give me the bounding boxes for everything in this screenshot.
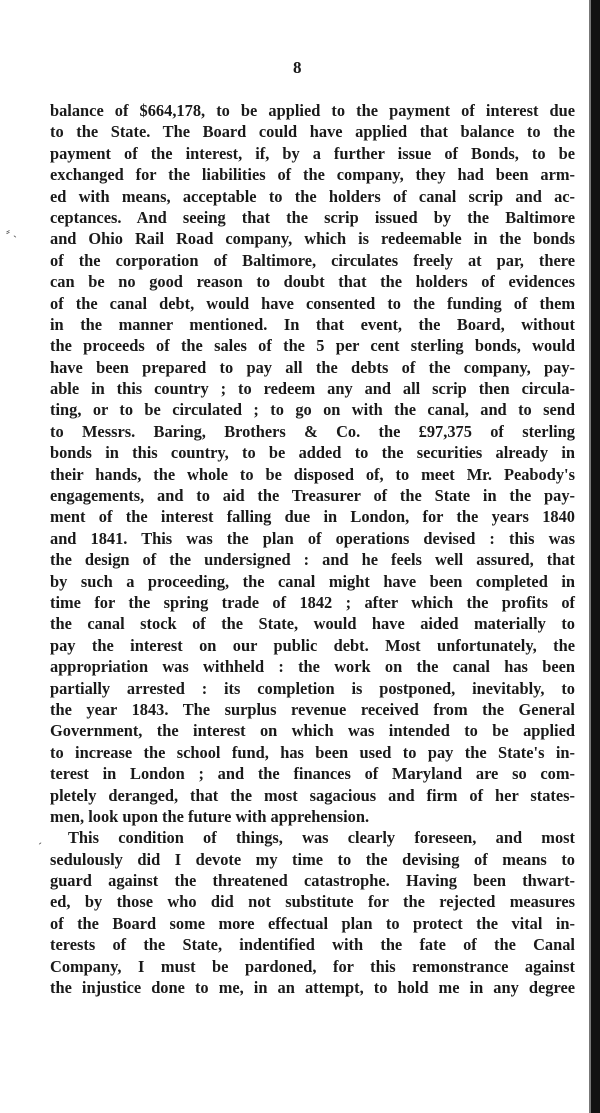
text-line: guard against the threatened catastrophe. Having been thwart- xyxy=(50,871,575,891)
text-line: the year 1843. The surplus revenue received from the General xyxy=(50,699,575,719)
text-line: payment of the interest, if, by a further issue of Bonds, to be xyxy=(50,143,575,163)
text-line: Government, the interest on which was intended to be applied xyxy=(50,721,575,741)
text-line: to the State. The Board could have applied that balance to the xyxy=(50,122,575,142)
text-line: Company, I must be pardoned, for this remonstrance against xyxy=(50,956,575,976)
text-line: the canal stock of the State, would have aided materially to xyxy=(50,614,575,634)
text-line: partially arrested : its completion is postponed, inevitably, to xyxy=(50,678,575,698)
text-line: exchanged for the liabilities of the company, they had been arm- xyxy=(50,165,575,185)
text-line: engagements, and to aid the Treasurer of the State in the pay- xyxy=(50,486,575,506)
text-line: in the manner mentioned. In that event, the Board, without xyxy=(50,314,575,334)
text-line: ting, or to be circulated ; to go on with the canal, and to send xyxy=(50,400,575,420)
text-line: have been prepared to pay all the debts of the company, pay- xyxy=(50,357,575,377)
text-line: pay the interest on our public debt. Most unfortunately, the xyxy=(50,635,575,655)
scan-edge xyxy=(591,0,600,1113)
text-line: men, look upon the future with apprehension. xyxy=(50,806,370,826)
text-line: the design of the undersigned : and he feels well assured, that xyxy=(50,550,575,570)
document-body xyxy=(50,100,575,998)
text-line: sedulously did I devote my time to the devising of means to xyxy=(50,849,575,869)
text-line: the injustice done to me, in an attempt, to hold me in any degree xyxy=(50,978,575,998)
text-line: and Ohio Rail Road company, which is redeemable in the bonds xyxy=(50,229,575,249)
text-line: the proceeds of the sales of the 5 per cent sterling bonds, would xyxy=(50,336,575,356)
text-line: to Messrs. Baring, Brothers & Co. the £97,375 of sterling xyxy=(50,421,575,441)
margin-mark: ⸗ ˏ xyxy=(6,224,17,238)
text-line: to increase the school fund, has been used to pay the State's in- xyxy=(50,742,575,762)
text-line: ed with means, acceptable to the holders of canal scrip and ac- xyxy=(50,186,575,206)
text-line: ceptances. And seeing that the scrip issued by the Baltimore xyxy=(50,207,575,227)
margin-mark: ˊ xyxy=(38,840,42,854)
text-line: able in this country ; to redeem any and all scrip then circula- xyxy=(50,379,575,399)
text-line: and 1841. This was the plan of operations devised : this was xyxy=(50,528,575,548)
text-line: of the canal debt, would have consented to the funding of them xyxy=(50,293,575,313)
text-line: terests of the State, indentified with the fate of the Canal xyxy=(50,935,575,955)
text-line: balance of $664,178, to be applied to the payment of interest due xyxy=(50,101,575,120)
text-line: ment of the interest falling due in London, for the years 1840 xyxy=(50,507,575,527)
text-line: can be no good reason to doubt that the holders of evidences xyxy=(50,272,575,292)
text-line: time for the spring trade of 1842 ; after which the profits of xyxy=(50,592,575,612)
text-line: terest in London ; and the finances of Maryland are so com- xyxy=(50,764,575,784)
text-line: This condition of things, was clearly foreseen, and most xyxy=(68,828,575,848)
text-line: of the corporation of Baltimore, circulates freely at par, there xyxy=(50,250,575,270)
page-number: 8 xyxy=(293,58,302,77)
text-line: by such a proceeding, the canal might have been completed in xyxy=(50,571,575,591)
text-line: appropriation was withheld : the work on the canal has been xyxy=(50,657,575,677)
text-line: ed, by those who did not substitute for the rejected measures xyxy=(50,892,575,912)
scan-edge-shadow xyxy=(589,0,591,1113)
text-line: bonds in this country, to be added to the securities already in xyxy=(50,443,575,463)
text-line: pletely deranged, that the most sagacious and firm of her states- xyxy=(50,785,575,805)
text-line: of the Board some more effectual plan to protect the vital in- xyxy=(50,913,575,933)
text-line: their hands, the whole to be disposed of, to meet Mr. Peabody's xyxy=(50,464,575,484)
